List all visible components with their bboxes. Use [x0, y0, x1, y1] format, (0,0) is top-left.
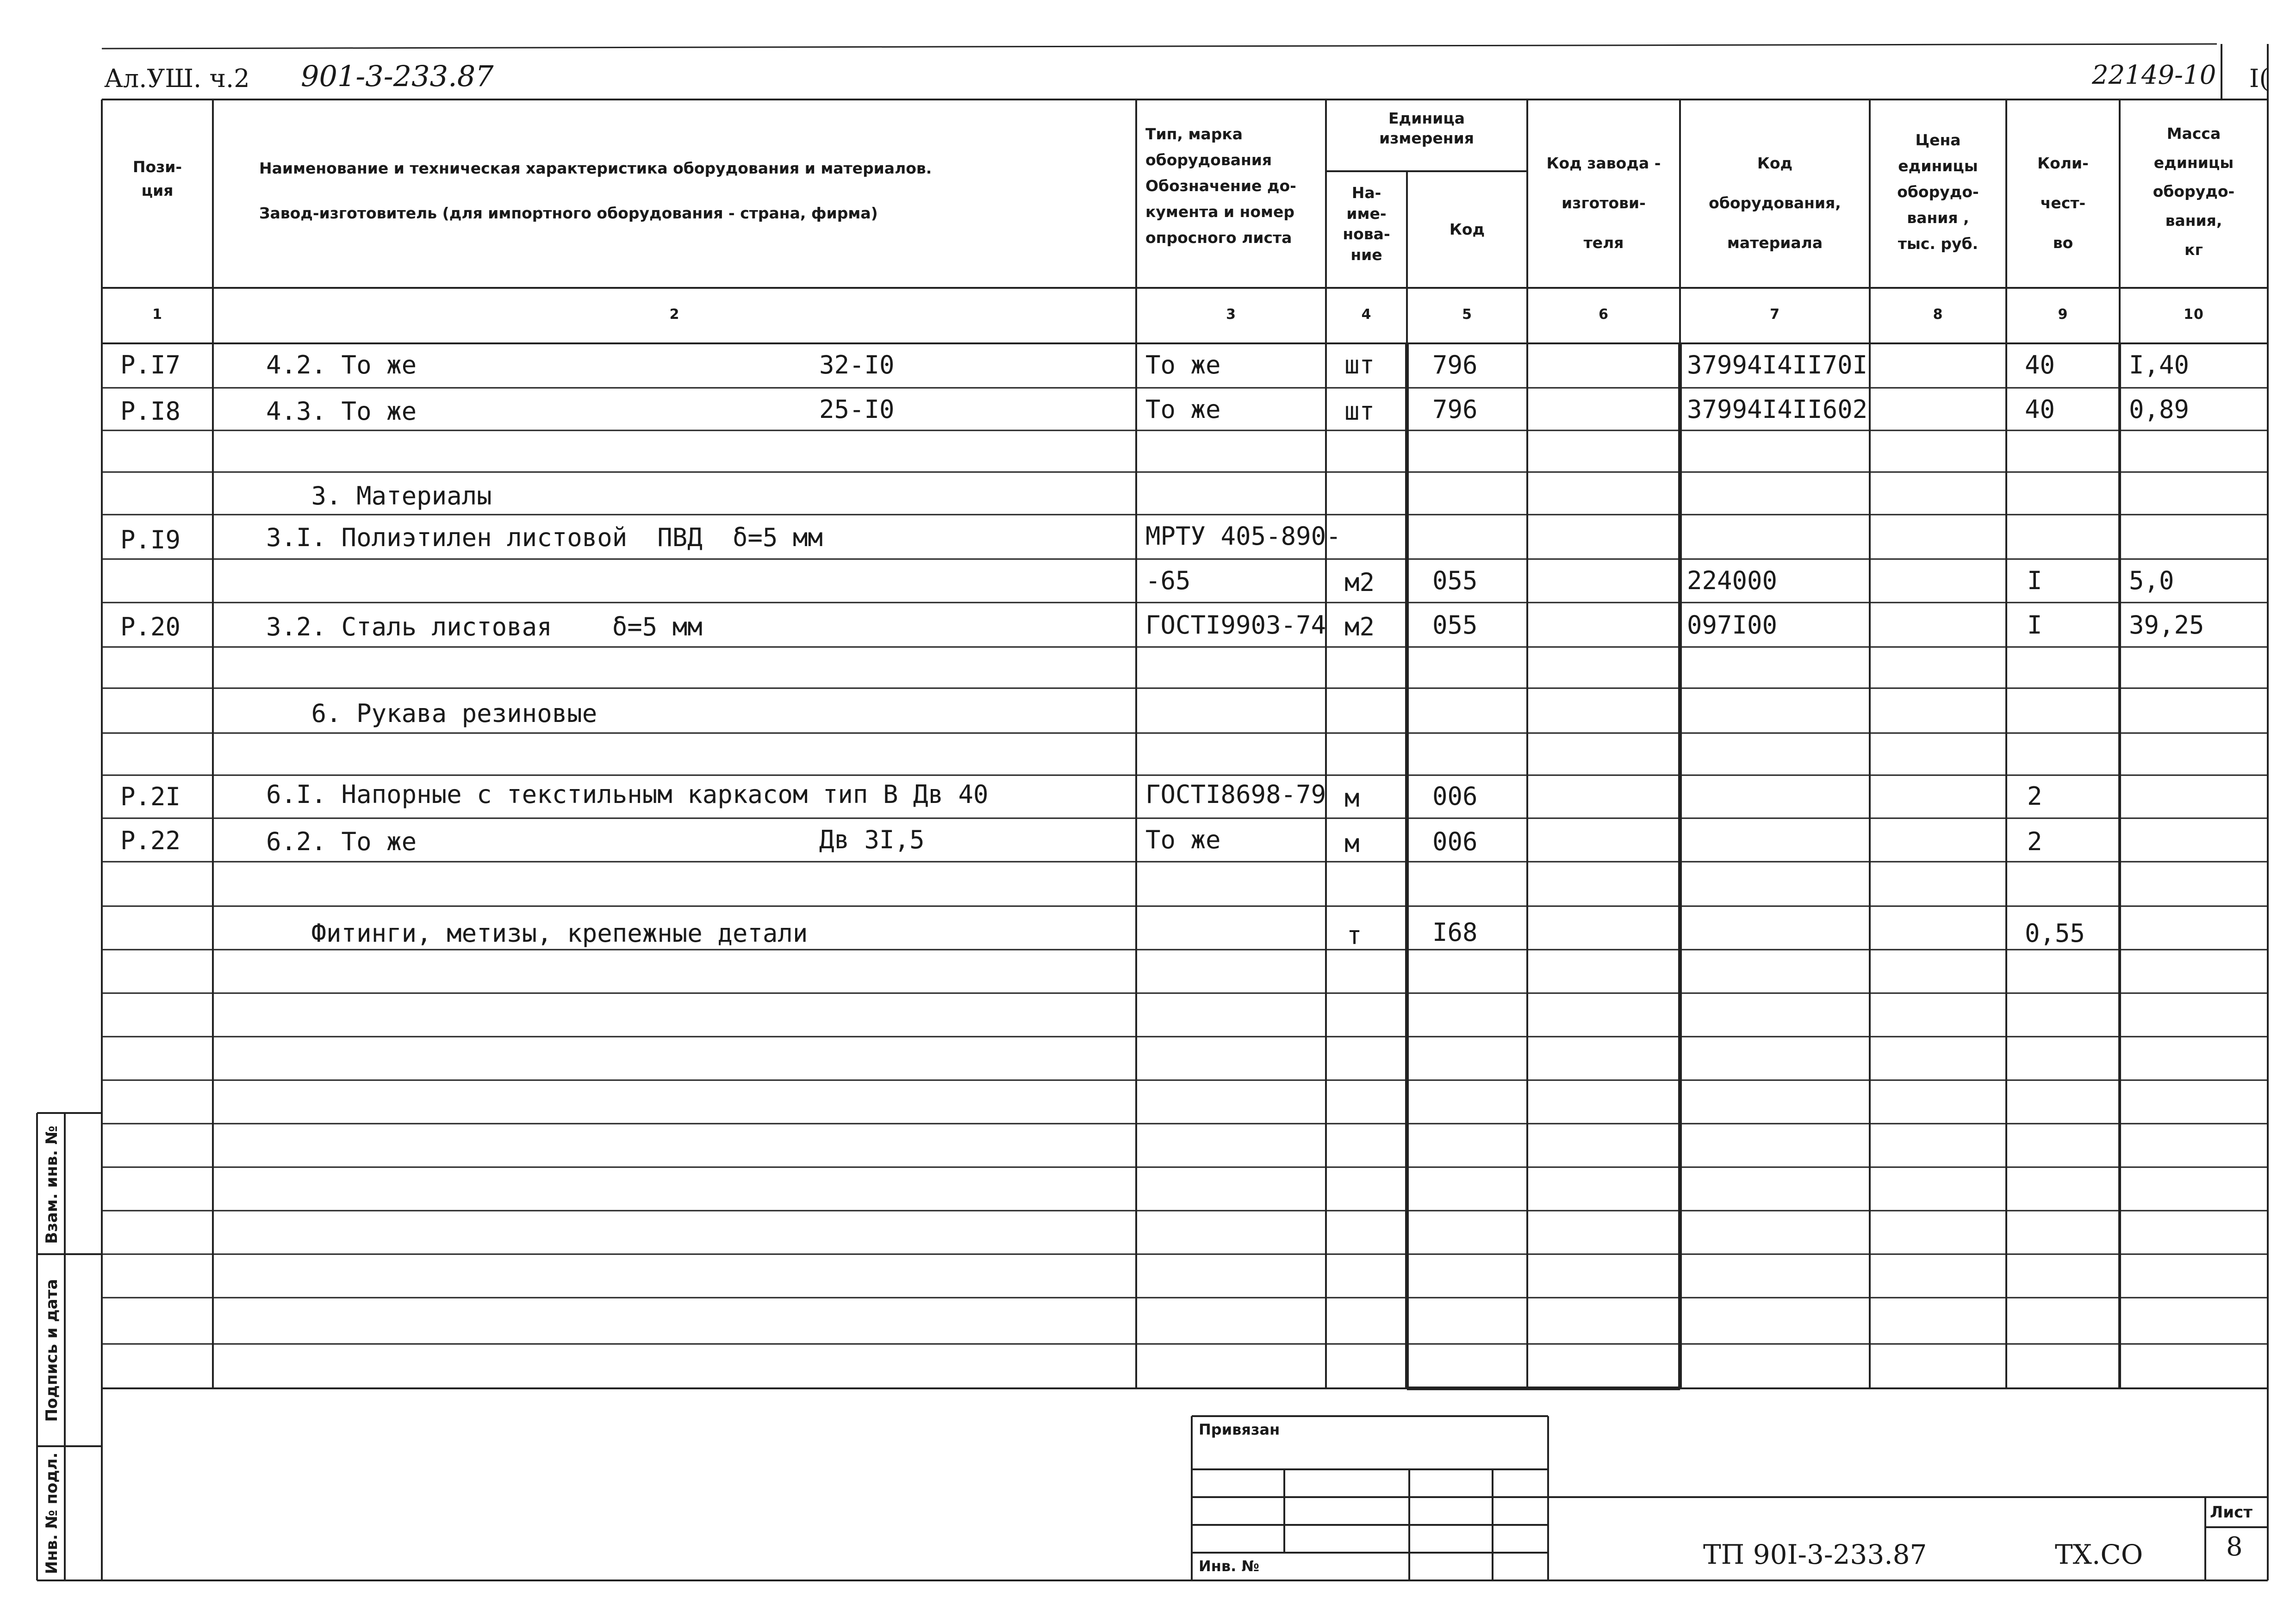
col-header-quantity: Коли- чест- во	[2037, 154, 2089, 252]
col-header-unit-group: Единица измерения	[1379, 109, 1474, 147]
stamp-sheet-code: ТХ.СО	[2055, 1539, 2143, 1570]
row-name: Фитинги, метизы, крепежные детали	[266, 919, 808, 948]
row-quantity: 2	[2027, 782, 2042, 811]
row-unit-code: 055	[1432, 610, 1478, 640]
col-header-type: Тип, марка оборудования Обозначение до- кумента и номер опросного листа	[1145, 125, 1296, 247]
row-unit: м	[1344, 784, 1360, 813]
row-position: Р.2I	[120, 782, 181, 811]
col-num-2: 2	[669, 306, 680, 323]
row-unit: шт	[1344, 397, 1375, 426]
row-position: Р.20	[120, 612, 181, 641]
col-header-mfr-code: Код завода - изготови- теля	[1546, 154, 1661, 252]
row-position: Р.I7	[120, 350, 181, 379]
row-mass: I,40	[2129, 350, 2190, 379]
row-unit: т	[1347, 921, 1362, 950]
row-quantity: 40	[2025, 350, 2055, 379]
row-name: 4.2. То же	[266, 350, 417, 379]
row-name: 6.2. То же	[266, 827, 417, 856]
stamp-document-code: ТП 90I-3-233.87	[1703, 1539, 1927, 1570]
col-header-unit-code: Код	[1449, 220, 1485, 238]
col-header-equip-code: Код оборудования, материала	[1709, 154, 1841, 252]
document-number: 22149-10	[2092, 60, 2216, 90]
row-quantity: 2	[2027, 827, 2042, 856]
col-header-unit-name: На- име- нова- ние	[1343, 184, 1390, 264]
row-unit-code: I68	[1432, 918, 1478, 947]
row-name: 6.I. Напорные с текстильным каркасом тип В Дв 40	[266, 780, 989, 809]
row-position: Р.I8	[120, 397, 181, 426]
side-label-inventory: Инв. № подл.	[43, 1452, 61, 1574]
col-num-6: 6	[1599, 306, 1609, 323]
row-doc: -65	[1145, 566, 1191, 595]
section-heading: 6. Рукава резиновые	[266, 699, 597, 728]
row-unit: шт	[1344, 350, 1375, 379]
col-header-position: Пози- ция	[132, 158, 182, 200]
row-equip-code: 097I00	[1687, 610, 1778, 640]
stamp-bound-label: Привязан	[1199, 1421, 1280, 1438]
section-heading: 3. Материалы	[266, 481, 492, 510]
row-mass: 0,89	[2129, 395, 2190, 424]
row-mass: 39,25	[2129, 610, 2204, 640]
row-quantity: I	[2027, 566, 2042, 595]
row-doc: То же	[1145, 350, 1221, 379]
row-unit-code: 006	[1432, 782, 1478, 811]
row-equip-code: 37994I4II70I	[1687, 350, 1868, 379]
stamp-sheet-number: 8	[2226, 1532, 2243, 1562]
row-name-size: Дв 3I,5	[819, 825, 925, 854]
row-equip-code: 37994I4II602	[1687, 395, 1868, 424]
col-header-mass: Масса единицы оборудо- вания, кг	[2153, 124, 2235, 259]
row-name-size: 32-I0	[819, 350, 895, 379]
side-label-replacement: Взам. инв. №	[43, 1126, 61, 1244]
row-mass: 5,0	[2129, 566, 2174, 595]
col-header-name: Наименование и техническая характеристика оборудования и материалов. Завод-изготовитель (для импортного оборудования - страна, фирма)	[259, 159, 932, 223]
row-doc: МРТУ 405-890-	[1145, 522, 1341, 551]
row-equip-code: 224000	[1687, 566, 1778, 595]
col-num-5: 5	[1462, 306, 1472, 323]
side-label-signature: Подпись и дата	[43, 1279, 61, 1422]
col-num-10: 10	[2184, 306, 2204, 323]
row-doc: То же	[1145, 825, 1221, 854]
col-num-4: 4	[1361, 306, 1372, 323]
row-unit-code: 006	[1432, 827, 1478, 856]
row-quantity: 0,55	[2025, 919, 2085, 948]
row-unit-code: 055	[1432, 566, 1478, 595]
row-doc: То же	[1145, 395, 1221, 424]
row-name: 4.3. То же	[266, 397, 417, 426]
row-quantity: 40	[2025, 395, 2055, 424]
row-doc: ГОСТI9903-74	[1145, 610, 1326, 640]
row-unit-code: 796	[1432, 350, 1478, 379]
project-number: 901-3-233.87	[301, 59, 494, 93]
stamp-inventory-label: Инв. №	[1199, 1557, 1259, 1575]
corner-mark: I(	[2249, 64, 2269, 93]
row-unit-code: 796	[1432, 395, 1478, 424]
col-num-1: 1	[152, 306, 162, 323]
col-num-9: 9	[2058, 306, 2068, 323]
row-unit: м2	[1344, 612, 1375, 641]
row-doc: ГОСТI8698-79	[1145, 780, 1326, 809]
row-quantity: I	[2027, 610, 2042, 640]
row-name: 3.I. Полиэтилен листовой ПВД δ=5 мм	[266, 523, 823, 552]
row-name: 3.2. Сталь листовая δ=5 мм	[266, 612, 703, 641]
row-position: Р.I9	[120, 525, 181, 554]
col-num-7: 7	[1770, 306, 1780, 323]
album-label: Ал.УШ. ч.2	[104, 64, 250, 93]
col-header-price: Цена единицы оборудо- вания , тыс. руб.	[1897, 131, 1979, 253]
col-num-8: 8	[1933, 306, 1943, 323]
row-unit: м	[1344, 829, 1360, 858]
row-name-size: 25-I0	[819, 395, 895, 424]
stamp-sheet-label: Лист	[2210, 1503, 2252, 1522]
col-num-3: 3	[1226, 306, 1236, 323]
row-unit: м2	[1344, 568, 1375, 597]
row-position: Р.22	[120, 826, 181, 855]
